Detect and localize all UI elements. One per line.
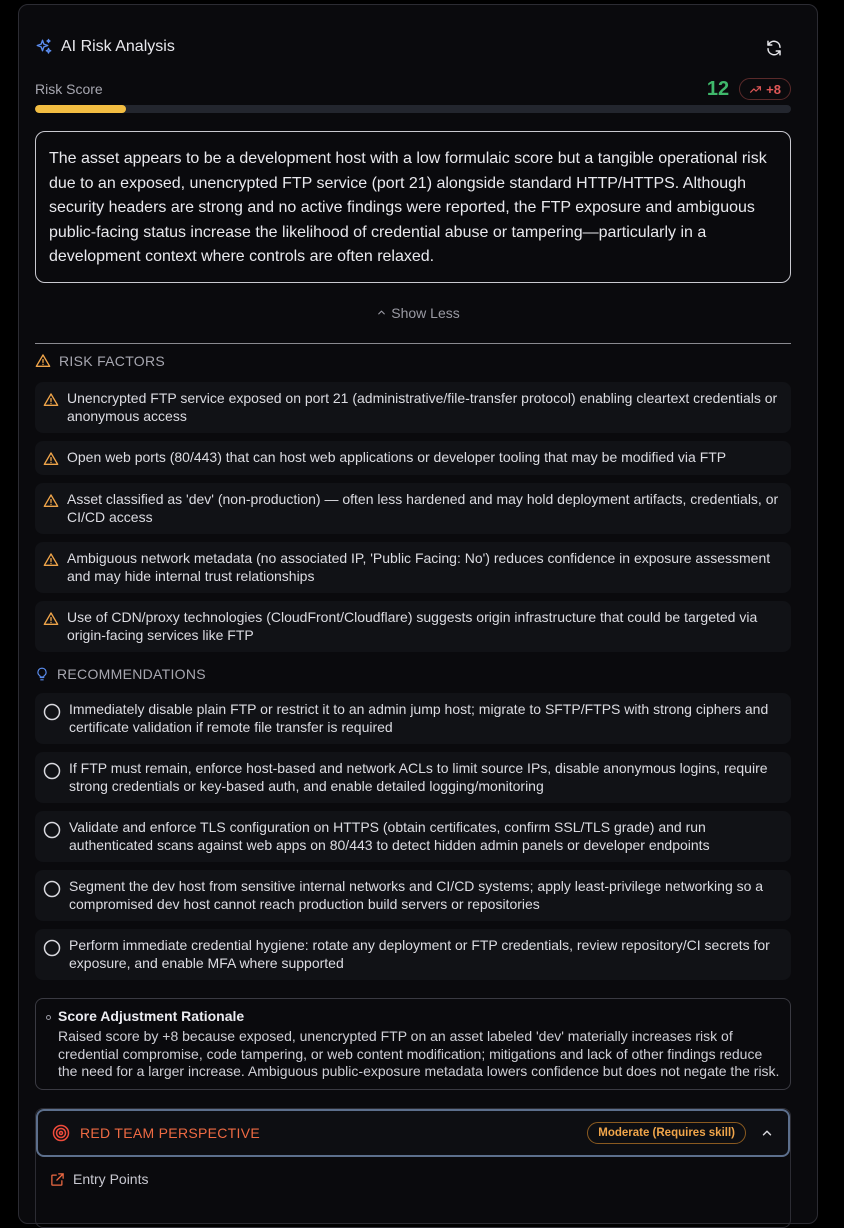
recommendation-item[interactable] (35, 752, 791, 803)
warning-icon (35, 353, 51, 369)
risk-factor-item (35, 441, 791, 475)
score-delta-value: +8 (766, 81, 781, 97)
warning-icon (43, 552, 59, 568)
red-team-title: RED TEAM PERSPECTIVE (80, 1125, 261, 1141)
recommendation-text: Perform immediate credential hygiene: rotate any deployment or FTP credentials, review repository/CI secrets for exposure, and enable MFA where supported (69, 937, 770, 971)
warning-icon (43, 493, 59, 509)
difficulty-badge: Moderate (Requires skill) (587, 1122, 746, 1144)
risk-factor-item (35, 483, 791, 534)
show-less-toggle[interactable] (19, 305, 817, 321)
chevron-up-icon (376, 307, 387, 318)
refresh-icon[interactable] (765, 39, 783, 57)
entry-points-heading (50, 1171, 148, 1187)
entry-points-label: Entry Points (73, 1171, 149, 1187)
recommendations-heading (35, 666, 206, 682)
ai-risk-analysis-panel (18, 4, 818, 1224)
bullet-icon (46, 1015, 51, 1020)
external-link-icon (50, 1172, 65, 1187)
recommendation-text: Immediately disable plain FTP or restrict it to an admin jump host; migrate to SFTP/FTPS with strong ciphers and certificate validation if remote file transfer is required (69, 701, 769, 735)
risk-factor-text: Unencrypted FTP service exposed on port 21 (administrative/file-transfer protocol) enabling cleartext credentials or anonymous access (67, 390, 778, 424)
circle-checkbox-icon[interactable] (43, 939, 61, 957)
risk-factor-item (35, 382, 791, 433)
red-team-header[interactable] (36, 1109, 790, 1157)
risk-factor-text: Asset classified as 'dev' (non-production) — often less hardened and may hold deployment artifacts, credentials, or CI/CD access (67, 491, 779, 525)
circle-checkbox-icon[interactable] (43, 880, 61, 898)
recommendation-item[interactable] (35, 929, 791, 980)
score-adjustment-rationale (35, 998, 791, 1090)
risk-score-bar (35, 105, 791, 113)
target-icon (52, 1124, 70, 1142)
score-delta-badge (739, 78, 791, 100)
risk-factor-text: Ambiguous network metadata (no associated IP, 'Public Facing: No') reduces confidence in exposure assessment and may hide internal trust relationships (67, 550, 771, 584)
analysis-summary: The asset appears to be a development host with a low formulaic score but a tangible operational risk due to an exposed, unencrypted FTP service (port 21) alongside standard HTTP/HTTPS. Although security headers are strong and no active findings were reported, the FTP exposure and ambiguous public-facing status increase the likelihood of credential abuse or tampering—particularly in a development context where controls are often relaxed. (35, 131, 791, 283)
risk-factor-text: Open web ports (80/443) that can host web applications or developer tooling that may be modified via FTP (67, 449, 727, 465)
recommendation-text: Validate and enforce TLS configuration on HTTPS (obtain certificates, confirm SSL/TLS grade) and run authenticated scans against web apps on 80/443 to detect hidden admin panels or developer endpoints (69, 819, 710, 853)
recommendation-text: Segment the dev host from sensitive internal networks and CI/CD systems; apply least-privilege networking so a compromised dev host cannot reach production build servers or repositories (69, 878, 764, 912)
sparkles-icon (35, 38, 53, 56)
recommendation-item[interactable] (35, 870, 791, 921)
lightbulb-icon (35, 666, 49, 682)
recommendations-title: RECOMMENDATIONS (57, 666, 206, 682)
section-divider (35, 343, 791, 344)
rationale-body: Raised score by +8 because exposed, unencrypted FTP on an asset labeled 'dev' materially increases risk of credential compromise, code tampering, or web content modification; mitigations and lack of other findings reduce the need for a larger increase. Ambiguous public-exposure metadata lowers confidence but does not negate the risk. (58, 1028, 780, 1079)
warning-icon (43, 451, 59, 467)
circle-checkbox-icon[interactable] (43, 703, 61, 721)
recommendation-text: If FTP must remain, enforce host-based and network ACLs to limit source IPs, disable anonymous logins, require strong credentials or key-based auth, and enable detailed logging/monitoring (69, 760, 768, 794)
risk-factors-title: RISK FACTORS (59, 353, 166, 369)
trending-up-icon (749, 83, 762, 96)
rationale-title: Score Adjustment Rationale (58, 1008, 245, 1024)
risk-factor-text: Use of CDN/proxy technologies (CloudFront/Cloudflare) suggests origin infrastructure that could be targeted via origin-facing services like FTP (67, 609, 758, 643)
risk-score-value: 12 (706, 77, 730, 100)
panel-header (35, 35, 801, 59)
risk-score-label: Risk Score (35, 81, 103, 97)
show-less-label: Show Less (391, 305, 460, 321)
risk-factor-item (35, 542, 791, 593)
red-team-section (35, 1108, 791, 1228)
warning-icon (43, 392, 59, 408)
warning-icon (43, 611, 59, 627)
circle-checkbox-icon[interactable] (43, 821, 61, 839)
risk-score-row (35, 75, 791, 103)
risk-factors-heading (35, 353, 165, 369)
panel-title: AI Risk Analysis (61, 38, 175, 55)
recommendation-item[interactable] (35, 693, 791, 744)
recommendation-item[interactable] (35, 811, 791, 862)
risk-score-bar-fill (35, 105, 126, 113)
chevron-up-icon[interactable] (760, 1126, 774, 1140)
circle-checkbox-icon[interactable] (43, 762, 61, 780)
risk-factor-item (35, 601, 791, 652)
